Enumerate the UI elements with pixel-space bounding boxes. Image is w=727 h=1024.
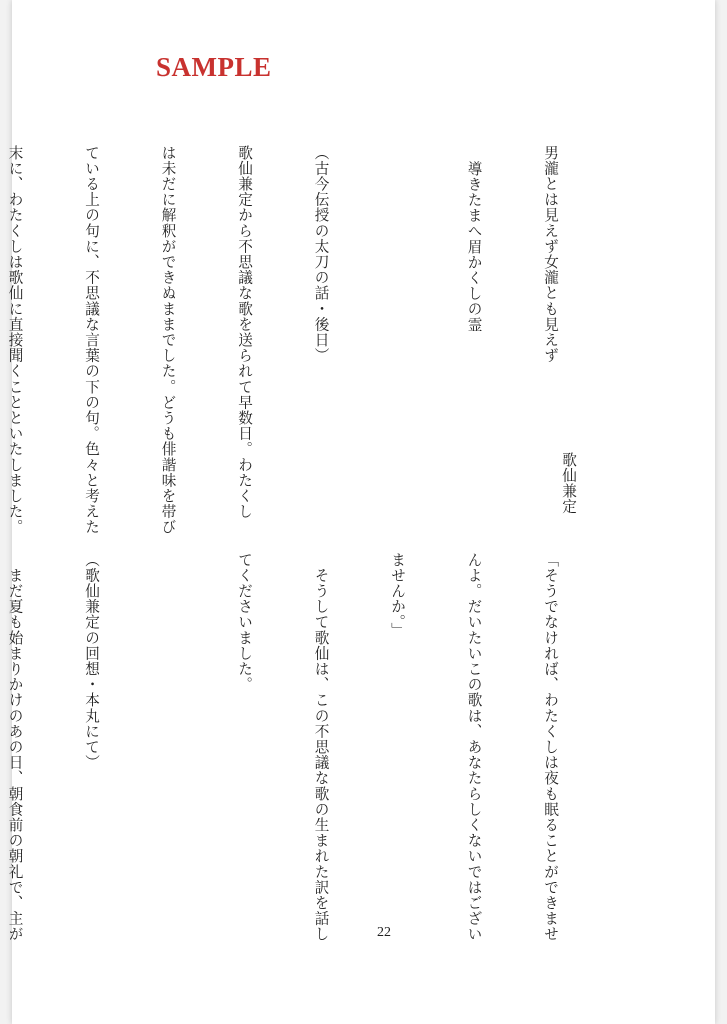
text-line: 歌仙兼定から不思議な歌を送られて早数日。わたくし — [236, 145, 253, 520]
blank-line — [385, 145, 411, 535]
sample-watermark: SAMPLE — [156, 52, 272, 82]
author-name: 歌仙兼定 — [560, 452, 577, 515]
text-line: まだ夏も始まりかけのあの日、朝食前の朝礼で、主が — [6, 552, 24, 942]
page-number: 22 — [377, 925, 391, 940]
document-page — [6, 0, 715, 1024]
text-line: んよ。だいたいこの歌は、あなたらしくないではござい — [465, 552, 483, 942]
text-line: は未だに解釈ができぬままでした。どうも俳諧味を帯び — [159, 145, 177, 535]
blank-line — [155, 552, 181, 922]
section-heading: （歌仙兼定の回想・本丸にて） — [83, 552, 100, 771]
text-line: ませんか。」 — [389, 552, 406, 639]
text-line: 「そうでなければ、わたくしは夜も眠ることができませ — [542, 552, 559, 942]
poem-line-2: 導きたまへ眉かくしの霊 — [465, 161, 483, 333]
text-line: 末に、わたくしは歌仙に直接聞くことといたしました。 — [6, 145, 24, 535]
text-line: そうして歌仙は、この不思議な歌の生まれた訳を話し — [312, 552, 330, 942]
top-text-block — [6, 145, 614, 535]
text-line: ている上の句に、不思議な言葉の下の句。色々と考えた — [83, 145, 100, 535]
poem-line-1: 男瀧とは見えず女瀧とも見えず — [542, 145, 559, 364]
section-heading: （古今伝授の太刀の話・後日） — [312, 145, 330, 364]
text-line: てくださいました。 — [236, 552, 253, 693]
